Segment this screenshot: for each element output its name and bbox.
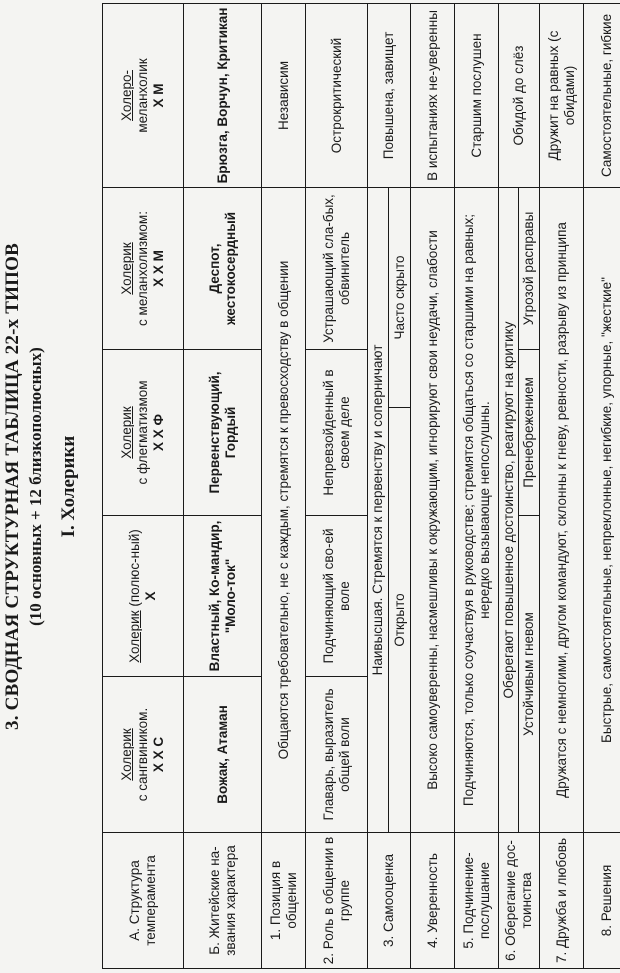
table-row [103, 3, 184, 968]
row-label: 1. Позиция в общении [262, 833, 306, 969]
table-row [455, 3, 499, 968]
section-heading: I. Холерики [58, 435, 79, 538]
table-cell: Пренебрежением [519, 349, 540, 515]
type-desc: меланхолик [135, 58, 151, 133]
type-code: Х М [150, 83, 166, 108]
row-label: 3. Самооценка [368, 833, 411, 969]
table-cell: Устрашающий сла-бых, обвинитель [306, 187, 368, 349]
type-name: Холерик [127, 610, 143, 663]
table-cell: Брюзга, Ворчун, Критикан [184, 3, 262, 187]
type-code: Х Х Ф [150, 413, 166, 452]
table-cell: Старшим послушен [455, 3, 499, 187]
table-row [584, 3, 620, 968]
table-cell: Деспот, жестокосердный [184, 187, 262, 349]
type-desc: с сангвиником. [135, 707, 151, 802]
type-code: Х [143, 591, 158, 601]
table-row [411, 3, 455, 968]
table-cell: Подчиняются, только соучаствуя в руководстве; стремятся общаться со старшими на равных; нередко вызывающе непослушны. [455, 187, 499, 832]
table-cell: Угрозой расправы [519, 187, 540, 349]
type-cell [103, 3, 184, 187]
table-row [184, 3, 262, 968]
table-cell: Открыто [389, 408, 411, 833]
table-row [306, 3, 368, 968]
table-cell: Общаются требовательно, не с каждым, стремятся к превосходству в общении [262, 187, 306, 832]
table-cell: Главарь, выразитель общей воли [306, 677, 368, 833]
table-cell: Острокритический [306, 3, 368, 187]
table-cell: Независим [262, 3, 306, 187]
table-cell: Дружатся с немногими, другом командуют, склонны к гневу, ревности, разрыву из принципа [540, 187, 584, 832]
type-desc: с меланхолизмом: [135, 211, 151, 326]
table-cell: Наивысшая. Стремятся к первенству и соперничают [368, 187, 389, 832]
table-cell: Высоко самоуверенны, насмешливы к окружающим, игнорируют свои неудачи, слабости [411, 187, 455, 832]
document-subtitle: (10 основных + 12 близкополюсных) [26, 347, 45, 626]
table-cell: Часто скрыто [389, 187, 411, 407]
table-cell: Дружит на равных (с обидами) [540, 3, 584, 187]
table-cell: Обидой до слёз [499, 3, 540, 187]
table-cell: Вожак, Атаман [184, 677, 262, 833]
type-name: Холеро- [119, 70, 135, 121]
type-desc: с флегматизмом [135, 380, 151, 485]
table-row [499, 3, 519, 968]
type-desc: (полюс-ный) [127, 529, 143, 607]
type-name: Холерик [119, 242, 135, 295]
table-cell: Непревзойденный в своем деле [306, 349, 368, 515]
type-name: Холерик [119, 728, 135, 781]
row-label: 4. Уверенность [411, 833, 455, 969]
table-cell: Первенствующий, Гордый [184, 349, 262, 515]
row-label: А. Структура темперамента [103, 833, 184, 969]
table-cell: Подчиняющий сво-ей воле [306, 516, 368, 677]
table-row [540, 3, 584, 968]
table-cell: Властный, Ко-мандир, "Моло-ток" [184, 516, 262, 677]
table-cell: Устойчивым гневом [519, 516, 540, 833]
type-code: Х Х С [150, 736, 166, 773]
type-cell [103, 349, 184, 515]
table-cell: Быстрые, самостоятельные, непреклонные, негибкие, упорные, "жесткие" [584, 187, 620, 832]
type-cell [103, 187, 184, 349]
table-row [368, 3, 389, 968]
table-cell: Повышена, завищет [368, 3, 411, 187]
table-cell: Самостоятельные, гибкие [584, 3, 620, 187]
table-cell: Оберегают повышенное достоинство, реагируют на критику [499, 187, 519, 832]
table-cell: В испытаниях не-уверенны [411, 3, 455, 187]
row-label: 6. Оберегание дос-тоинства [499, 833, 540, 969]
type-name: Холерик [119, 406, 135, 459]
row-label: 8. Решения [584, 833, 620, 969]
types-table [102, 3, 620, 969]
type-cell [103, 677, 184, 833]
row-label: 5. Подчинение-послушание [455, 833, 499, 969]
row-label: Б. Житейские на-звания характера [184, 833, 262, 969]
type-code: Х Х М [150, 250, 166, 287]
type-cell [103, 516, 184, 677]
table-row [262, 3, 306, 968]
row-label: 7. Дружба и любовь [540, 833, 584, 969]
row-label: 2. Роль в общении в группе [306, 833, 368, 969]
document-title: 3. СВОДНАЯ СТРУКТУРНАЯ ТАБЛИЦА 22-х ТИПОВ [2, 243, 23, 730]
